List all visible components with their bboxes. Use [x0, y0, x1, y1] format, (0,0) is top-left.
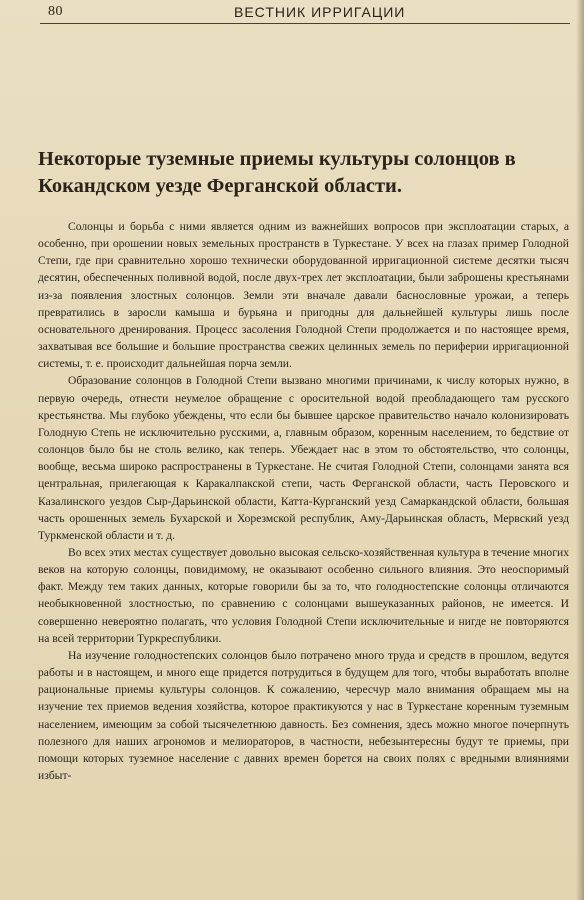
- article-title: Некоторые туземные приемы культуры солонцов в Кокандском уезде Ферганской области.: [38, 148, 516, 197]
- paragraph-1: Солонцы и борьба с ними является одним из важнейших вопросов при эксплоатации старых, а особенно, при орошении новых земельных пространств в Туркестане. У всех на глазах пример Голодной Степи, где при сравнительно хорошо технически оборудованной ирригационной системе десятки тысяч десятин, обеспеченных поливной водой, после двух-трех лет эксплоатации, были заброшены крестьянами из-за появления злостных солонцов. Земли эти вначале давали баснословные урожаи, а теперь превратились в заросли камыша и бурьяна и пригодны для дальнейшей культуры лишь после основательного дренирования. Процесс засоления Голодной Степи продолжается и по настоящее время, захватывая все большие и большие пространства свежих целинных земель по периферии ирригационной системы, т. е. происходит дальнейшая порча земли.: [38, 220, 569, 371]
- page-number: 80: [48, 4, 63, 19]
- paragraph-3: Во всех этих местах существует довольно высокая сельско-хозяйственная культура в течение многих веков на которую солонцы, повидимому, не оказывают особенно сильного влияния. Это неоспоримый факт. Между тем таких данных, которые говорили бы за то, что голодностепские солонцы отличаются необыкновенной злостностью, по сравнению с солонцами вышеуказанных районов, не имеется. И совершенно невероятно полагать, что условия Голодной Степи исключительные и нигде не повторяются на всей территории Туркреспублики.: [38, 545, 569, 645]
- journal-title: ВЕСТНИК ИРРИГАЦИИ: [234, 4, 406, 20]
- page-header: [0, 0, 584, 24]
- article-body: [38, 218, 569, 784]
- paragraph-4: На изучение голодностепских солонцов было потрачено много труда и средств в прошлом, ведутся работы и в настоящем, и много еще придется потрудиться в будущем для того, чтобы выработать вполне рациональные приемы культуры солонцов. К сожалению, чересчур мало внимания обращаем мы на изучение тех приемов ведения хозяйства, которое практикуются у нас в Туркестане коренным туземным населением, имеющим за собой тысячелетнюю давность. Без сомнения, здесь можно многое почерпнуть полезного для наших агрономов и мелиораторов, в частности, небезынтересны будут те приемы, при помощи которых туземное население с давних времен борется на своих полях с вредными влияниями избыт-: [38, 648, 569, 782]
- page-edge-shadow: [576, 0, 584, 900]
- paragraph-2: Образование солонцов в Голодной Степи вызвано многими причинами, к числу которых нужно, в первую очередь, отнести неумелое обращение с оросительной водой преобладающего там русского крестьянства. Мы глубоко убеждены, что если бы бывшее царское правительство начало колонизировать Голодную Степь не исключительно русскими, а, главным образом, коренным населением, то бедствие от солонцов было бы не столь велико, как теперь. Убеждает нас в этом то обстоятельство, что солонцы, вообще, весьма широко распространены в Туркестане. Не считая Голодной Степи, солонцами занята вся центральная, прилегающая к Каракалпакской степи, часть Ферганской области, часть Перовского и Казалинского уездов Сыр-Дарьинской области, Катта-Курганский уезд Самаркандской области, большая часть орошенных земель Бухарской и Хорезмской республик, Аму-Дарьинская область, Мервский уезд Туркменской области и т. д.: [38, 374, 569, 542]
- header-rule: [40, 23, 570, 24]
